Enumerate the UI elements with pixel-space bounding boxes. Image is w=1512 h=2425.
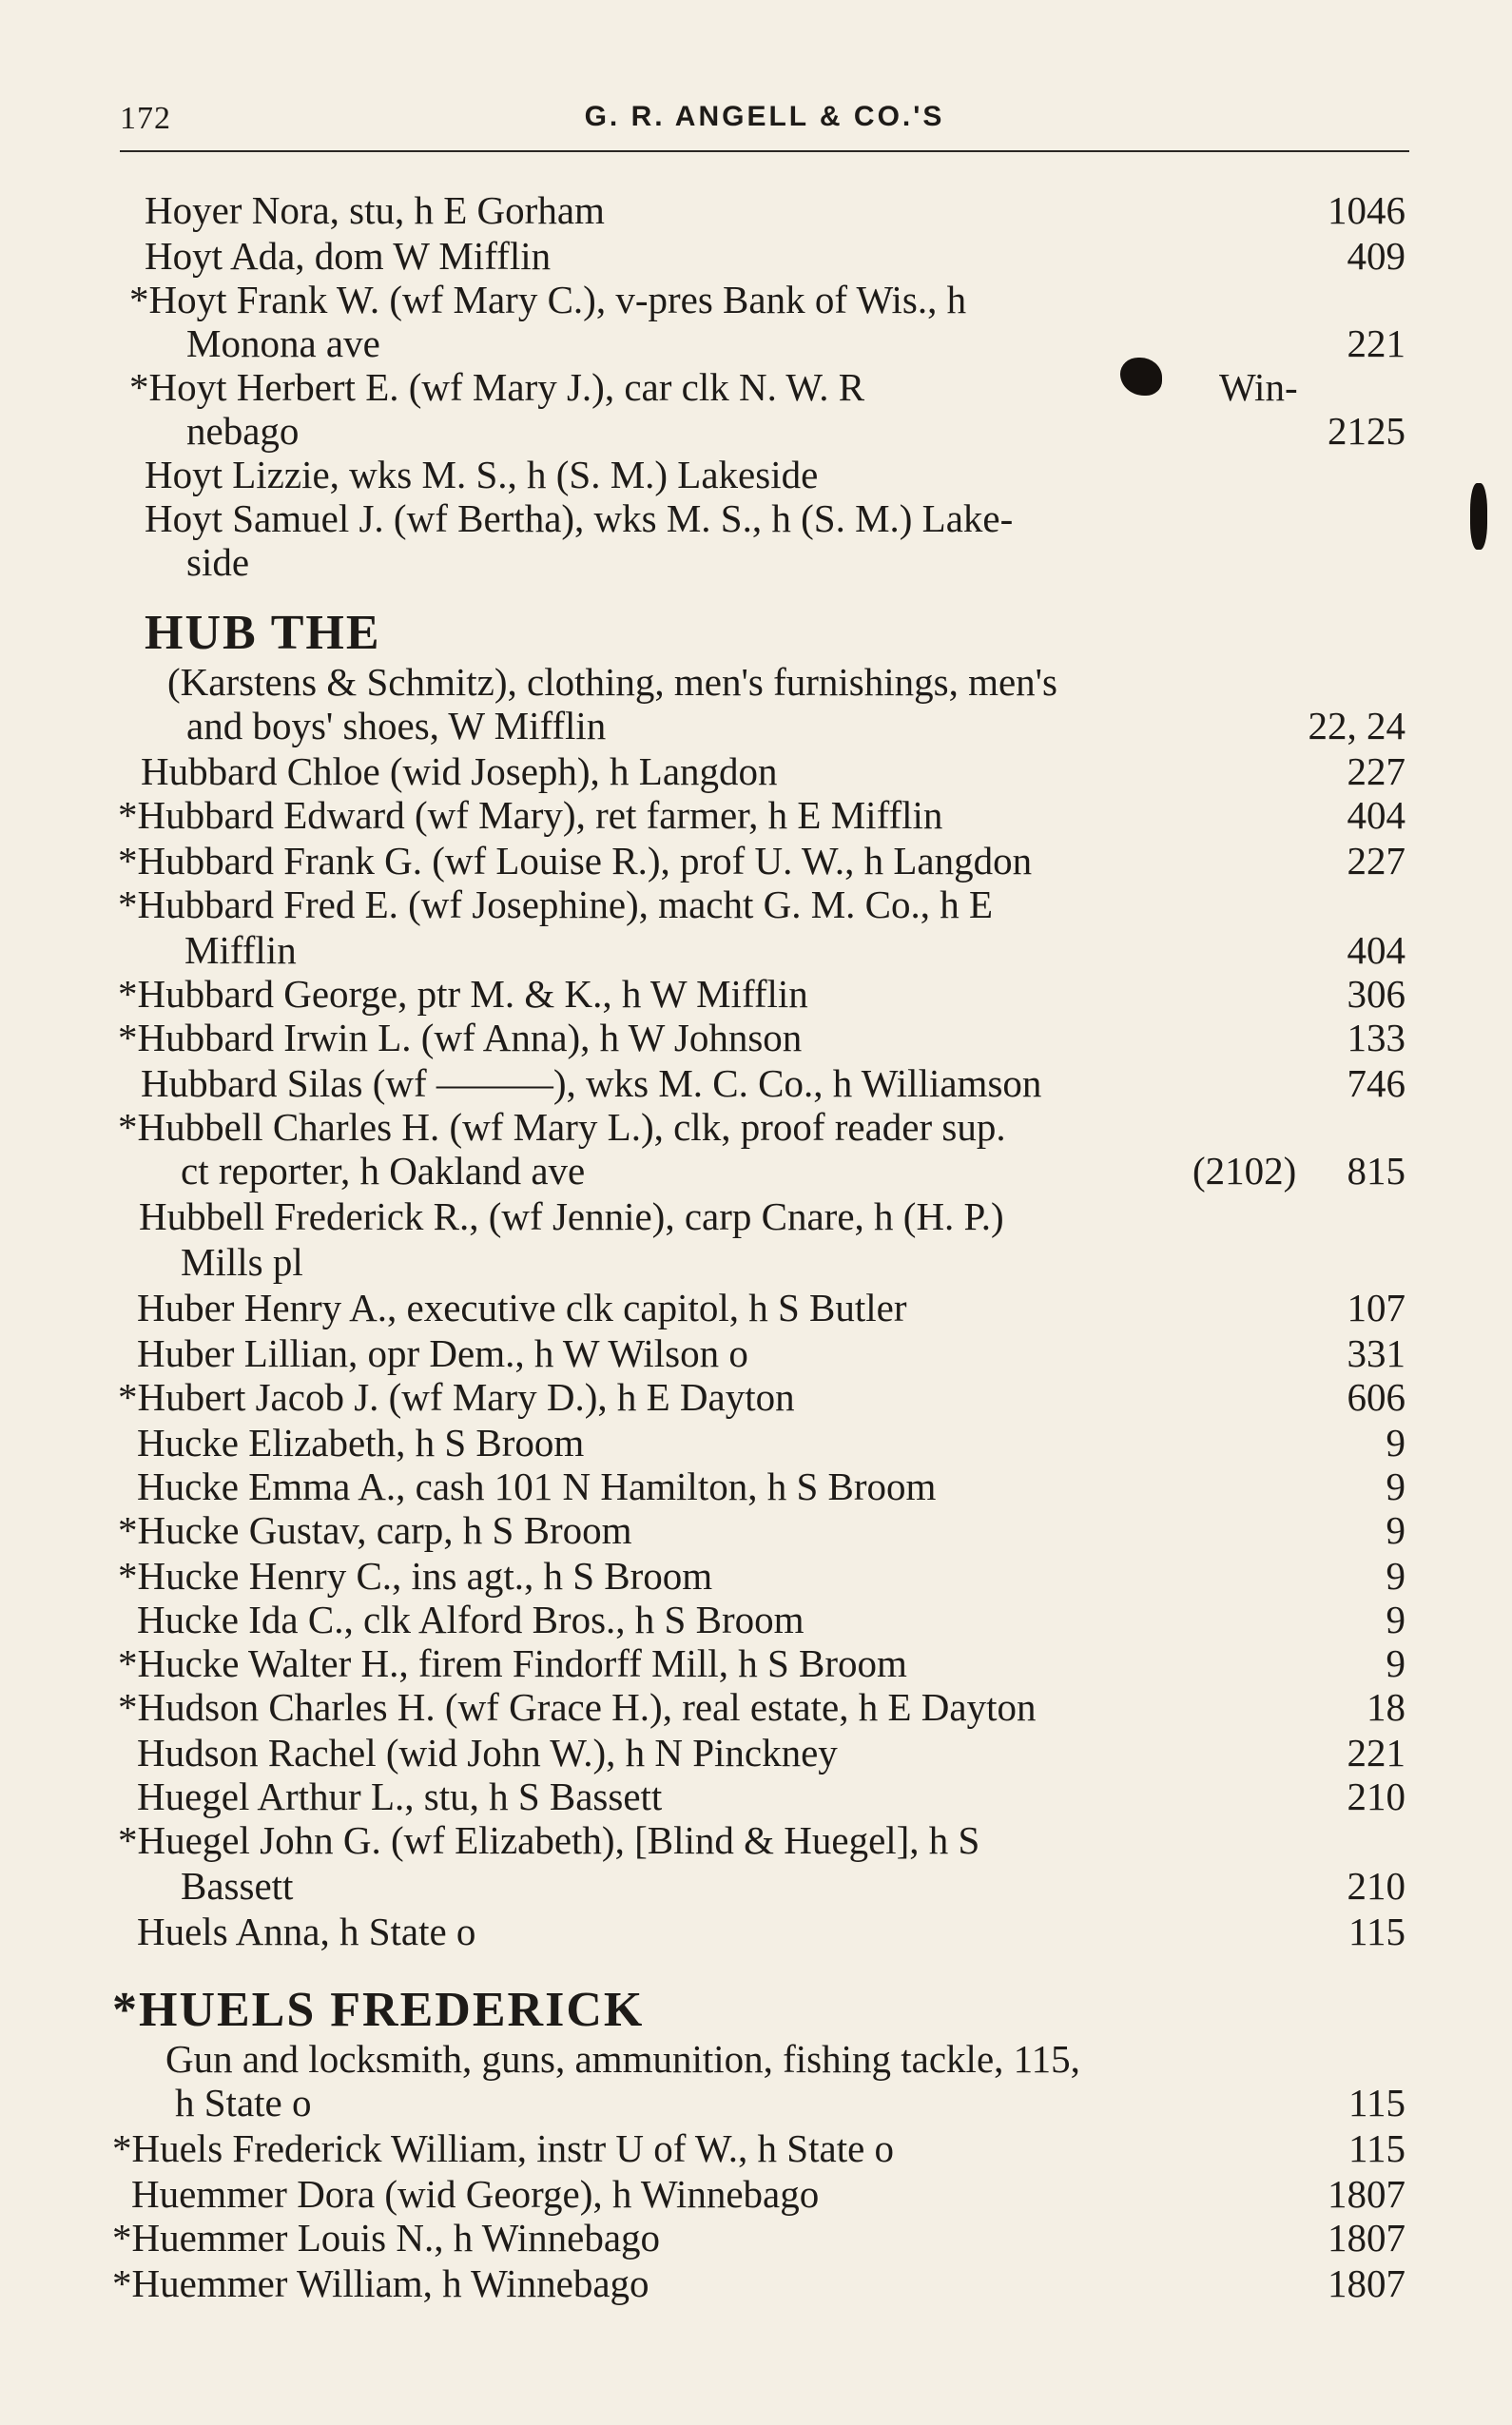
entry-text: *Hubbell Charles H. (wf Mary L.), clk, proof reader sup. bbox=[118, 1105, 1006, 1149]
directory-entry-line bbox=[137, 1598, 804, 1641]
entry-text: Hucke Emma A., cash 101 N Hamilton, h S Broom bbox=[137, 1465, 937, 1508]
entry-text: *Hucke Henry C., ins agt., h S Broom bbox=[118, 1554, 713, 1598]
directory-entry-line bbox=[118, 1016, 802, 1059]
entry-text: *Hubbard Frank G. (wf Louise R.), prof U. W., h Langdon bbox=[118, 839, 1033, 883]
entry-text: *Hubbard Edward (wf Mary), ret farmer, h E Mifflin bbox=[118, 793, 943, 837]
entry-text: Huels Anna, h State o bbox=[137, 1910, 476, 1953]
house-number: 815 bbox=[1347, 1149, 1405, 1193]
directory-entry-line bbox=[118, 1105, 1006, 1149]
entry-text: Huemmer Dora (wid George), h Winnebago bbox=[131, 2172, 820, 2216]
house-number: 18 bbox=[1367, 1685, 1405, 1729]
house-number: 227 bbox=[1347, 749, 1405, 793]
directory-entry-line bbox=[139, 1194, 1004, 1238]
entry-text: *Hubbard Irwin L. (wf Anna), h W Johnson bbox=[118, 1016, 803, 1059]
house-number: 746 bbox=[1347, 1061, 1405, 1105]
house-number: 107 bbox=[1347, 1286, 1405, 1329]
house-number: 1046 bbox=[1328, 188, 1405, 232]
running-title: G. R. ANGELL & CO.'S bbox=[584, 101, 945, 132]
house-number: 1807 bbox=[1328, 2261, 1405, 2305]
house-number: 221 bbox=[1347, 1731, 1405, 1775]
entry-text: *Hudson Charles H. (wf Grace H.), real estate, h E Dayton bbox=[118, 1685, 1037, 1729]
directory-entry-line bbox=[137, 1286, 907, 1329]
directory-entry-line bbox=[129, 365, 864, 409]
directory-entry-line bbox=[186, 409, 299, 453]
business-heading: *HUELS FREDERICK bbox=[112, 1983, 645, 2037]
entry-text: Huegel Arthur L., stu, h S Bassett bbox=[137, 1775, 663, 1818]
entry-text: *Hucke Gustav, carp, h S Broom bbox=[118, 1508, 632, 1552]
directory-entry-line bbox=[137, 1421, 584, 1465]
directory-entry-line bbox=[175, 2081, 311, 2124]
directory-entry-line bbox=[118, 1508, 632, 1552]
ink-blot bbox=[1120, 358, 1162, 396]
house-number: 9 bbox=[1386, 1508, 1405, 1552]
business-heading: HUB THE bbox=[145, 606, 381, 660]
entry-text: *Huegel John G. (wf Elizabeth), [Blind & Huegel], h S bbox=[118, 1818, 980, 1862]
house-number: 115 bbox=[1348, 2126, 1405, 2170]
house-number: 331 bbox=[1347, 1331, 1405, 1375]
directory-entry-line bbox=[181, 1149, 585, 1193]
house-number: 9 bbox=[1386, 1554, 1405, 1598]
entry-text: *Hoyt Herbert E. (wf Mary J.), car clk N. W. R bbox=[129, 365, 865, 409]
entry-text: nebago bbox=[186, 409, 300, 453]
entry-text: Hucke Ida C., clk Alford Bros., h S Broom bbox=[137, 1598, 804, 1641]
entry-text: Hoyer Nora, stu, h E Gorham bbox=[145, 188, 605, 232]
directory-entry-line bbox=[118, 1375, 795, 1419]
house-number: 115 bbox=[1348, 2081, 1405, 2124]
entry-text: Hoyt Ada, dom W Mifflin bbox=[145, 234, 552, 278]
directory-entry-line bbox=[118, 1641, 907, 1685]
entry-text: Hubbard Silas (wf ———), wks M. C. Co., h Williamson bbox=[141, 1061, 1042, 1105]
entry-text: Huber Henry A., executive clk capitol, h S Butler bbox=[137, 1286, 907, 1329]
header-rule bbox=[120, 150, 1409, 152]
entry-text: and boys' shoes, W Mifflin bbox=[186, 704, 607, 747]
entry-text: *Hubbard George, ptr M. & K., h W Mifflin bbox=[118, 972, 808, 1016]
directory-entry-line bbox=[137, 1775, 662, 1818]
directory-entry-line bbox=[112, 2216, 660, 2260]
phone-number: (2102) bbox=[1192, 1149, 1297, 1193]
directory-entry-line bbox=[129, 278, 966, 321]
directory-entry-line bbox=[131, 2172, 819, 2216]
entry-text: Mills pl bbox=[181, 1240, 303, 1284]
page-header bbox=[120, 91, 1409, 145]
entry-text: Huber Lillian, opr Dem., h W Wilson o bbox=[137, 1331, 748, 1375]
directory-entry-line bbox=[181, 1240, 303, 1284]
directory-entry-line bbox=[118, 883, 993, 926]
house-number: 1807 bbox=[1328, 2216, 1405, 2260]
directory-entry-line bbox=[145, 496, 1013, 540]
entry-text: Gun and locksmith, guns, ammunition, fishing tackle, 115, bbox=[165, 2037, 1080, 2081]
entry-text: Hubbell Frederick R., (wf Jennie), carp Cnare, h (H. P.) bbox=[139, 1194, 1004, 1238]
directory-entry-line bbox=[118, 1818, 979, 1862]
entry-text: Hudson Rachel (wid John W.), h N Pinckney bbox=[137, 1731, 838, 1775]
entry-text: *Huels Frederick William, instr U of W., h State o bbox=[112, 2126, 895, 2170]
house-number: 115 bbox=[1348, 1910, 1405, 1953]
directory-entry-line bbox=[186, 540, 249, 584]
directory-entry-line bbox=[112, 2261, 649, 2305]
house-number: 221 bbox=[1347, 321, 1405, 365]
directory-entry-line bbox=[141, 1061, 1041, 1105]
house-number: 404 bbox=[1347, 793, 1405, 837]
directory-entry-line bbox=[118, 839, 1032, 883]
house-number: 22, 24 bbox=[1308, 704, 1405, 747]
directory-entry-line bbox=[137, 1331, 748, 1375]
directory-entry-line bbox=[145, 234, 551, 278]
directory-entry-line bbox=[118, 1685, 1036, 1729]
directory-entry-line bbox=[118, 972, 808, 1016]
house-number: 9 bbox=[1386, 1598, 1405, 1641]
house-number: 210 bbox=[1347, 1775, 1405, 1818]
directory-entry-line bbox=[167, 660, 1057, 704]
house-number: 606 bbox=[1347, 1375, 1405, 1419]
entry-text: ct reporter, h Oakland ave bbox=[181, 1149, 586, 1193]
house-number: 210 bbox=[1347, 1864, 1405, 1908]
page-number: 172 bbox=[120, 101, 171, 136]
entry-text: *Hoyt Frank W. (wf Mary C.), v-pres Bank of Wis., h bbox=[129, 278, 967, 321]
entry-text: Hoyt Samuel J. (wf Bertha), wks M. S., h (S. M.) Lake- bbox=[145, 496, 1014, 540]
directory-entry-line bbox=[137, 1465, 936, 1508]
entry-text: *Hubbard Fred E. (wf Josephine), macht G. M. Co., h E bbox=[118, 883, 994, 926]
house-number: 306 bbox=[1347, 972, 1405, 1016]
directory-entry-line bbox=[145, 188, 605, 232]
directory-entry-line bbox=[165, 2037, 1080, 2081]
entry-text: Hubbard Chloe (wid Joseph), h Langdon bbox=[141, 749, 778, 793]
entry-text: (Karstens & Schmitz), clothing, men's furnishings, men's bbox=[167, 660, 1058, 704]
entry-text: Monona ave bbox=[186, 321, 380, 365]
house-number: 133 bbox=[1347, 1016, 1405, 1059]
directory-entry-line bbox=[118, 1554, 712, 1598]
house-number: 9 bbox=[1386, 1421, 1405, 1465]
house-number: 227 bbox=[1347, 839, 1405, 883]
entry-text: *Hucke Walter H., firem Findorff Mill, h S Broom bbox=[118, 1641, 907, 1685]
entry-text: Mifflin bbox=[184, 928, 297, 972]
entry-text: *Huemmer William, h Winnebago bbox=[112, 2261, 649, 2305]
entry-text: Bassett bbox=[181, 1864, 294, 1908]
directory-entry-line bbox=[137, 1910, 475, 1953]
entry-text: Hucke Elizabeth, h S Broom bbox=[137, 1421, 585, 1465]
entry-text: h State o bbox=[175, 2081, 312, 2124]
entry-text: side bbox=[186, 540, 250, 584]
directory-entry-line bbox=[186, 321, 380, 365]
house-number: 9 bbox=[1386, 1641, 1405, 1685]
house-number: 404 bbox=[1347, 928, 1405, 972]
ink-blot bbox=[1470, 483, 1487, 550]
house-number: 2125 bbox=[1328, 409, 1405, 453]
directory-entry-line bbox=[112, 2126, 894, 2170]
house-number: 9 bbox=[1386, 1465, 1405, 1508]
directory-entry-line bbox=[184, 928, 297, 972]
house-number: 409 bbox=[1347, 234, 1405, 278]
entry-text: *Hubert Jacob J. (wf Mary D.), h E Dayton bbox=[118, 1375, 795, 1419]
entry-text: Hoyt Lizzie, wks M. S., h (S. M.) Lakeside bbox=[145, 453, 819, 496]
entry-text: *Huemmer Louis N., h Winnebago bbox=[112, 2216, 661, 2260]
directory-entry-line bbox=[137, 1731, 838, 1775]
directory-entry-line bbox=[145, 453, 818, 496]
directory-entry-line bbox=[141, 749, 778, 793]
directory-entry-line bbox=[181, 1864, 293, 1908]
entry-text-continuation: Win- bbox=[1219, 365, 1298, 409]
house-number: 1807 bbox=[1328, 2172, 1405, 2216]
directory-entry-line bbox=[118, 793, 942, 837]
directory-entry-line bbox=[186, 704, 606, 747]
